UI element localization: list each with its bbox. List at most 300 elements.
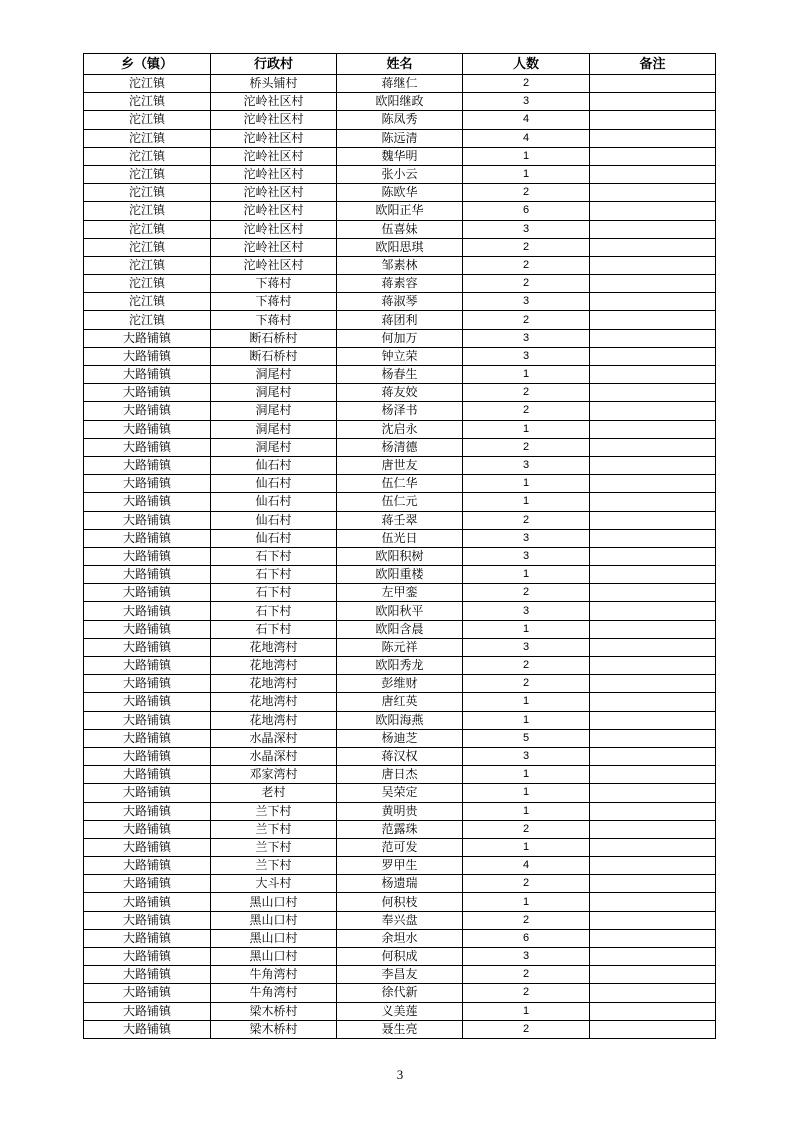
cell-town: 沱江镇 [84,129,211,147]
cell-town: 大路铺镇 [84,438,211,456]
table-row [84,857,716,875]
cell-village: 石下村 [211,547,337,565]
cell-town: 大路铺镇 [84,675,211,693]
cell-village: 仙石村 [211,529,337,547]
cell-village: 牛角湾村 [211,984,337,1002]
cell-count: 2 [463,984,590,1002]
cell-count: 2 [463,238,590,256]
cell-remarks [590,838,716,856]
cell-count: 1 [463,766,590,784]
cell-name: 蒋继仁 [337,75,463,93]
cell-village: 断石桥村 [211,329,337,347]
cell-count: 4 [463,129,590,147]
cell-count: 1 [463,475,590,493]
table-row [84,93,716,111]
table-row [84,329,716,347]
table-row [84,566,716,584]
cell-name: 伍仁华 [337,475,463,493]
table-row [84,893,716,911]
cell-remarks [590,311,716,329]
cell-count: 5 [463,729,590,747]
table-row [84,911,716,929]
page-number: 3 [396,1067,404,1082]
cell-count: 1 [463,493,590,511]
cell-remarks [590,165,716,183]
cell-town: 大路铺镇 [84,802,211,820]
cell-village: 洞尾村 [211,384,337,402]
cell-remarks [590,857,716,875]
cell-name: 伍光日 [337,529,463,547]
cell-name: 伍喜妹 [337,220,463,238]
table-row [84,111,716,129]
cell-name: 杨春生 [337,366,463,384]
cell-name: 钟立荣 [337,347,463,365]
cell-name: 义美莲 [337,1002,463,1020]
cell-remarks [590,966,716,984]
cell-town: 沱江镇 [84,147,211,165]
header-row [84,54,716,75]
cell-name: 何加万 [337,329,463,347]
cell-town: 大路铺镇 [84,966,211,984]
table-row [84,147,716,165]
cell-town: 大路铺镇 [84,602,211,620]
table-row [84,929,716,947]
cell-remarks [590,929,716,947]
cell-remarks [590,202,716,220]
table-row [84,366,716,384]
cell-name: 欧阳正华 [337,202,463,220]
table-header [84,54,716,75]
cell-village: 沱岭社区村 [211,111,337,129]
cell-town: 沱江镇 [84,220,211,238]
cell-village: 黑山口村 [211,929,337,947]
cell-count: 3 [463,638,590,656]
cell-town: 大路铺镇 [84,638,211,656]
cell-town: 大路铺镇 [84,347,211,365]
cell-town: 大路铺镇 [84,784,211,802]
table-row [84,202,716,220]
cell-name: 欧阳含晨 [337,620,463,638]
cell-village: 兰下村 [211,820,337,838]
table-row [84,784,716,802]
table-row [84,747,716,765]
table-row [84,420,716,438]
cell-remarks [590,1002,716,1020]
cell-name: 张小云 [337,165,463,183]
cell-remarks [590,729,716,747]
cell-village: 沱岭社区村 [211,184,337,202]
cell-town: 大路铺镇 [84,620,211,638]
cell-count: 2 [463,184,590,202]
cell-town: 沱江镇 [84,256,211,274]
cell-village: 黑山口村 [211,948,337,966]
table-row [84,438,716,456]
cell-remarks [590,238,716,256]
cell-name: 徐代新 [337,984,463,1002]
cell-village: 沱岭社区村 [211,238,337,256]
cell-town: 大路铺镇 [84,893,211,911]
table-row [84,384,716,402]
cell-town: 大路铺镇 [84,729,211,747]
table-row [84,402,716,420]
cell-name: 陈远清 [337,129,463,147]
cell-remarks [590,366,716,384]
table-row [84,766,716,784]
cell-remarks [590,93,716,111]
cell-name: 李昌友 [337,966,463,984]
table-row [84,584,716,602]
cell-count: 4 [463,857,590,875]
cell-name: 唐红英 [337,693,463,711]
cell-village: 黑山口村 [211,911,337,929]
table-row [84,238,716,256]
table-row [84,256,716,274]
cell-name: 杨遗瑞 [337,875,463,893]
cell-village: 沱岭社区村 [211,165,337,183]
cell-count: 2 [463,657,590,675]
cell-count: 2 [463,438,590,456]
cell-village: 花地湾村 [211,711,337,729]
cell-count: 2 [463,402,590,420]
cell-town: 大路铺镇 [84,493,211,511]
cell-remarks [590,184,716,202]
table-row [84,693,716,711]
cell-count: 6 [463,202,590,220]
cell-village: 石下村 [211,584,337,602]
cell-town: 大路铺镇 [84,875,211,893]
header-count: 人数 [463,54,590,75]
cell-town: 大路铺镇 [84,747,211,765]
cell-count: 1 [463,1002,590,1020]
table-row [84,511,716,529]
cell-remarks [590,420,716,438]
cell-count: 1 [463,893,590,911]
cell-village: 兰下村 [211,838,337,856]
cell-count: 4 [463,111,590,129]
cell-town: 沱江镇 [84,93,211,111]
cell-count: 1 [463,620,590,638]
cell-town: 沱江镇 [84,75,211,93]
cell-name: 蒋素容 [337,275,463,293]
roster-table [83,53,716,1039]
cell-name: 蒋团利 [337,311,463,329]
cell-town: 大路铺镇 [84,948,211,966]
cell-remarks [590,657,716,675]
table-row [84,547,716,565]
cell-count: 1 [463,711,590,729]
table-row [84,293,716,311]
cell-village: 断石桥村 [211,347,337,365]
cell-count: 2 [463,384,590,402]
cell-remarks [590,693,716,711]
cell-remarks [590,475,716,493]
table-row [84,875,716,893]
cell-count: 1 [463,566,590,584]
table-row [84,475,716,493]
cell-town: 沱江镇 [84,311,211,329]
cell-town: 沱江镇 [84,293,211,311]
cell-village: 邓家湾村 [211,766,337,784]
table-row [84,838,716,856]
cell-remarks [590,275,716,293]
cell-remarks [590,875,716,893]
cell-count: 1 [463,693,590,711]
cell-remarks [590,456,716,474]
cell-town: 大路铺镇 [84,420,211,438]
cell-village: 梁木桥村 [211,1020,337,1038]
table-row [84,948,716,966]
table-row [84,711,716,729]
cell-count: 1 [463,838,590,856]
cell-name: 余坦水 [337,929,463,947]
cell-village: 牛角湾村 [211,966,337,984]
cell-village: 仙石村 [211,511,337,529]
cell-village: 下蒋村 [211,275,337,293]
cell-remarks [590,638,716,656]
cell-remarks [590,547,716,565]
cell-town: 大路铺镇 [84,547,211,565]
cell-remarks [590,147,716,165]
cell-village: 石下村 [211,620,337,638]
cell-name: 欧阳思琪 [337,238,463,256]
cell-town: 沱江镇 [84,165,211,183]
cell-count: 1 [463,366,590,384]
cell-count: 2 [463,1020,590,1038]
cell-remarks [590,493,716,511]
cell-village: 沱岭社区村 [211,147,337,165]
cell-count: 6 [463,929,590,947]
table-row [84,657,716,675]
cell-town: 大路铺镇 [84,984,211,1002]
cell-remarks [590,329,716,347]
cell-remarks [590,747,716,765]
table-body [84,75,716,1039]
cell-town: 大路铺镇 [84,511,211,529]
cell-remarks [590,620,716,638]
cell-village: 下蒋村 [211,311,337,329]
cell-town: 大路铺镇 [84,657,211,675]
cell-count: 1 [463,784,590,802]
cell-name: 陈凤秀 [337,111,463,129]
cell-remarks [590,584,716,602]
cell-name: 邹素林 [337,256,463,274]
cell-remarks [590,784,716,802]
table-row [84,184,716,202]
cell-count: 2 [463,584,590,602]
cell-name: 唐世友 [337,456,463,474]
cell-town: 大路铺镇 [84,820,211,838]
table-row [84,165,716,183]
cell-village: 兰下村 [211,857,337,875]
cell-count: 3 [463,220,590,238]
cell-village: 仙石村 [211,456,337,474]
cell-name: 杨清德 [337,438,463,456]
cell-name: 何积枝 [337,893,463,911]
cell-count: 2 [463,311,590,329]
cell-name: 陈欧华 [337,184,463,202]
cell-remarks [590,220,716,238]
cell-name: 欧阳积树 [337,547,463,565]
cell-town: 大路铺镇 [84,857,211,875]
cell-village: 水晶深村 [211,747,337,765]
cell-remarks [590,347,716,365]
cell-count: 1 [463,147,590,165]
cell-count: 3 [463,747,590,765]
cell-remarks [590,948,716,966]
cell-count: 2 [463,256,590,274]
cell-town: 沱江镇 [84,184,211,202]
table-row [84,602,716,620]
table-row [84,1020,716,1038]
cell-village: 沱岭社区村 [211,220,337,238]
table-row [84,675,716,693]
cell-remarks [590,1020,716,1038]
cell-name: 蒋壬翠 [337,511,463,529]
cell-town: 大路铺镇 [84,566,211,584]
cell-village: 洞尾村 [211,366,337,384]
cell-town: 大路铺镇 [84,838,211,856]
cell-count: 3 [463,456,590,474]
table-row [84,220,716,238]
cell-name: 欧阳海燕 [337,711,463,729]
cell-remarks [590,911,716,929]
cell-town: 大路铺镇 [84,766,211,784]
cell-remarks [590,529,716,547]
cell-count: 3 [463,293,590,311]
cell-remarks [590,75,716,93]
table-row [84,75,716,93]
cell-village: 黑山口村 [211,893,337,911]
cell-name: 欧阳继政 [337,93,463,111]
cell-count: 3 [463,602,590,620]
cell-remarks [590,293,716,311]
table-row [84,729,716,747]
cell-remarks [590,802,716,820]
table-row [84,529,716,547]
cell-village: 洞尾村 [211,420,337,438]
cell-name: 杨迪芝 [337,729,463,747]
cell-count: 3 [463,329,590,347]
cell-count: 3 [463,948,590,966]
header-remarks: 备注 [590,54,716,75]
cell-name: 欧阳秀龙 [337,657,463,675]
cell-town: 大路铺镇 [84,911,211,929]
cell-village: 洞尾村 [211,402,337,420]
cell-name: 罗甲生 [337,857,463,875]
cell-village: 洞尾村 [211,438,337,456]
cell-name: 魏华明 [337,147,463,165]
cell-town: 大路铺镇 [84,929,211,947]
cell-town: 沱江镇 [84,238,211,256]
cell-village: 石下村 [211,602,337,620]
cell-remarks [590,766,716,784]
cell-village: 梁木桥村 [211,1002,337,1020]
cell-remarks [590,711,716,729]
cell-name: 范可发 [337,838,463,856]
table-row [84,493,716,511]
cell-village: 水晶深村 [211,729,337,747]
cell-remarks [590,566,716,584]
cell-town: 大路铺镇 [84,384,211,402]
cell-remarks [590,602,716,620]
cell-town: 大路铺镇 [84,1002,211,1020]
cell-count: 3 [463,547,590,565]
cell-village: 花地湾村 [211,657,337,675]
cell-remarks [590,111,716,129]
cell-count: 1 [463,420,590,438]
cell-remarks [590,402,716,420]
cell-village: 花地湾村 [211,693,337,711]
cell-count: 2 [463,275,590,293]
cell-village: 沱岭社区村 [211,129,337,147]
cell-name: 陈元祥 [337,638,463,656]
cell-name: 蒋友姣 [337,384,463,402]
cell-count: 2 [463,911,590,929]
table-row [84,311,716,329]
cell-village: 石下村 [211,566,337,584]
cell-remarks [590,256,716,274]
cell-village: 沱岭社区村 [211,93,337,111]
table-row [84,966,716,984]
cell-remarks [590,384,716,402]
cell-name: 沈启永 [337,420,463,438]
cell-name: 奉兴盘 [337,911,463,929]
cell-town: 大路铺镇 [84,366,211,384]
cell-town: 大路铺镇 [84,1020,211,1038]
cell-name: 蒋淑琴 [337,293,463,311]
cell-village: 桥头铺村 [211,75,337,93]
cell-remarks [590,675,716,693]
table-row [84,1002,716,1020]
cell-town: 沱江镇 [84,202,211,220]
cell-count: 3 [463,93,590,111]
cell-name: 欧阳重楼 [337,566,463,584]
table-row [84,275,716,293]
cell-village: 下蒋村 [211,293,337,311]
cell-village: 花地湾村 [211,638,337,656]
cell-town: 沱江镇 [84,275,211,293]
cell-town: 大路铺镇 [84,329,211,347]
cell-remarks [590,893,716,911]
cell-count: 2 [463,75,590,93]
table-row [84,456,716,474]
cell-count: 2 [463,675,590,693]
cell-town: 大路铺镇 [84,584,211,602]
cell-remarks [590,984,716,1002]
cell-name: 左甲銮 [337,584,463,602]
cell-town: 大路铺镇 [84,456,211,474]
cell-count: 1 [463,802,590,820]
cell-village: 仙石村 [211,493,337,511]
table-row [84,620,716,638]
cell-count: 3 [463,347,590,365]
cell-count: 2 [463,511,590,529]
cell-village: 花地湾村 [211,675,337,693]
cell-town: 大路铺镇 [84,693,211,711]
cell-name: 吴荣定 [337,784,463,802]
table-row [84,820,716,838]
cell-remarks [590,511,716,529]
cell-village: 兰下村 [211,802,337,820]
header-name: 姓名 [337,54,463,75]
cell-name: 伍仁元 [337,493,463,511]
cell-name: 彭维财 [337,675,463,693]
cell-name: 欧阳秋平 [337,602,463,620]
cell-town: 大路铺镇 [84,402,211,420]
cell-count: 3 [463,529,590,547]
table-row [84,638,716,656]
table-row [84,984,716,1002]
